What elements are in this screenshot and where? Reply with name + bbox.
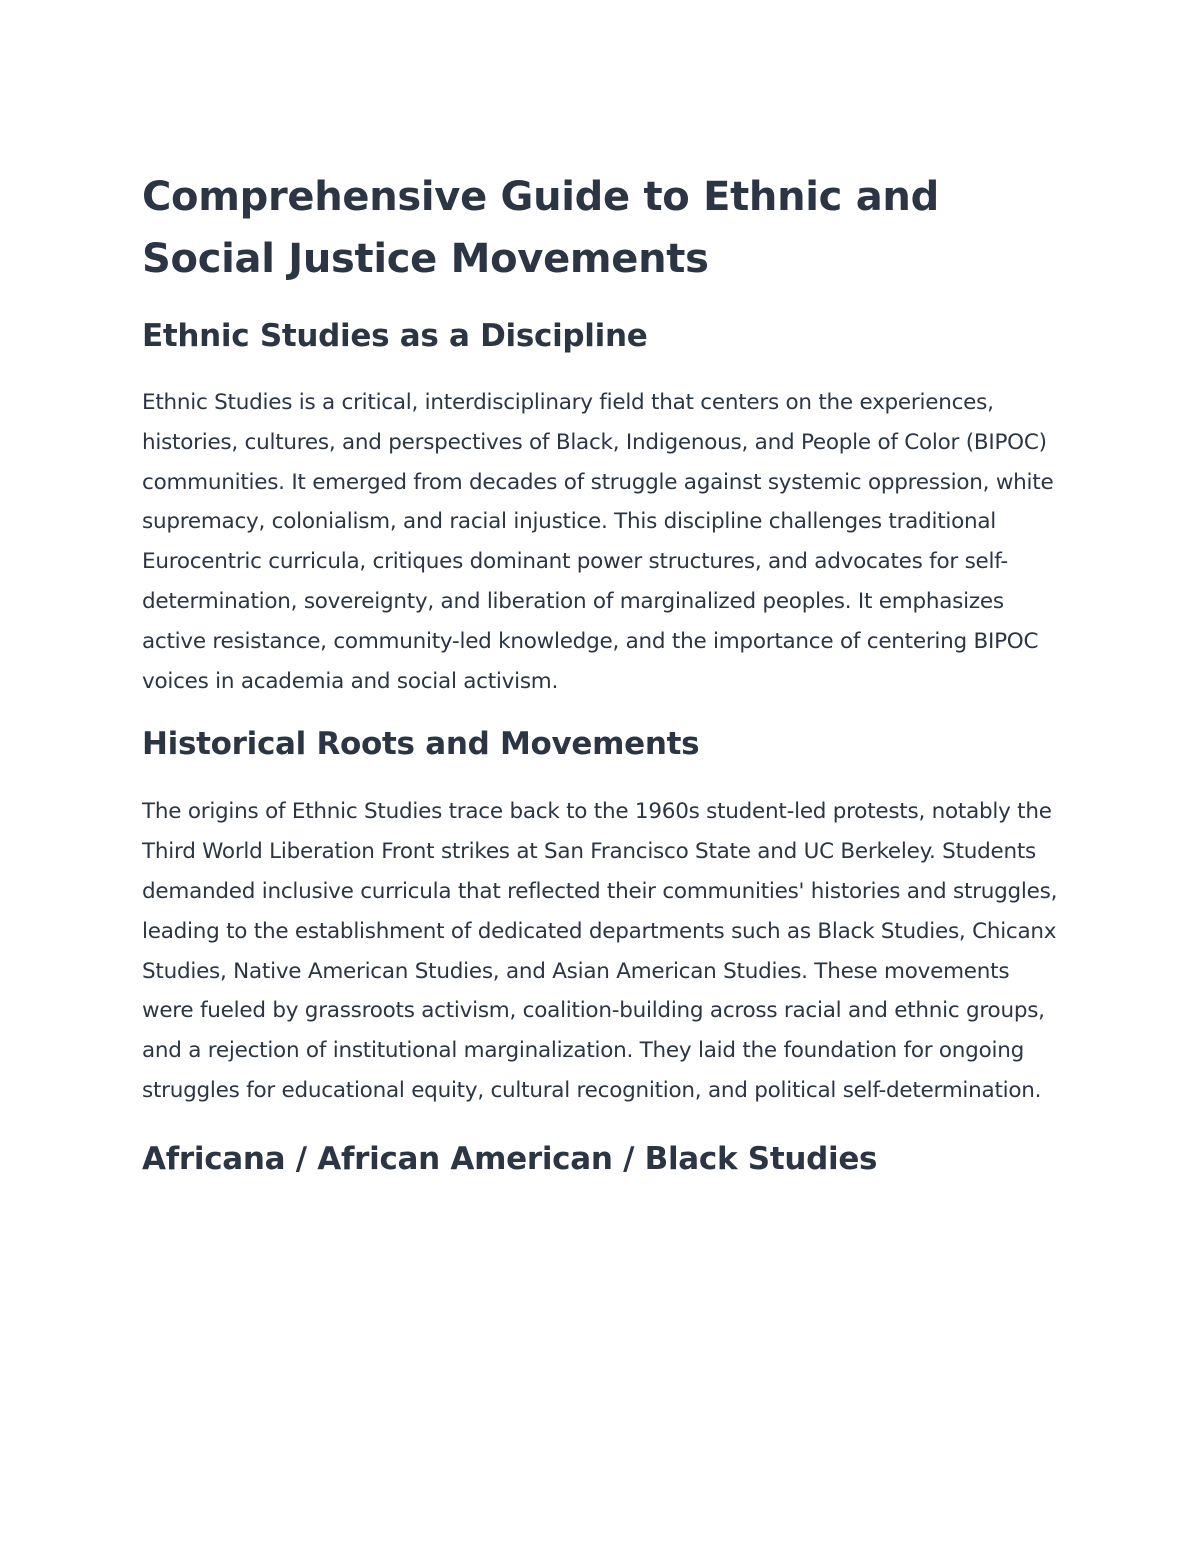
- document-page: [142, 166, 1072, 1179]
- section-heading-ethnic-studies: Ethnic Studies as a Discipline: [142, 318, 648, 354]
- section-body-ethnic-studies: Ethnic Studies is a critical, interdisciplinary field that centers on the experiences, histories, cultures, and perspectives of Black, Indigenous, and People of Color (BIPOC) communities. It emerged from decades of struggle against systemic oppression, white supremacy, colonialism, and racial injustice. This discipline challenges traditional Eurocentric curricula, critiques dominant power structures, and advocates for self-determination, sovereignty, and liberation of marginalized peoples. It emphasizes active resistance, community-led knowledge, and the importance of centering BIPOC voices in academia and social activism.: [142, 390, 1054, 694]
- section-body-historical-roots: The origins of Ethnic Studies trace back to the 1960s student-led protests, notably the Third World Liberation Front strikes at San Francisco State and UC Berkeley. Students demanded inclusive curricula that reflected their communities' histories and struggles, leading to the establishment of dedicated departments such as Black Studies, Chicanx Studies, Native American Studies, and Asian American Studies. These movements were fueled by grassroots activism, coalition-building across racial and ethnic groups, and a rejection of institutional marginalization. They laid the foundation for ongoing struggles for educational equity, cultural recognition, and political self-determination.: [142, 799, 1058, 1103]
- section-heading-black-studies: Africana / African American / Black Studies: [142, 1140, 878, 1177]
- document-title: Comprehensive Guide to Ethnic and Social Justice Movements: [142, 174, 939, 282]
- section-heading-historical-roots: Historical Roots and Movements: [142, 726, 700, 763]
